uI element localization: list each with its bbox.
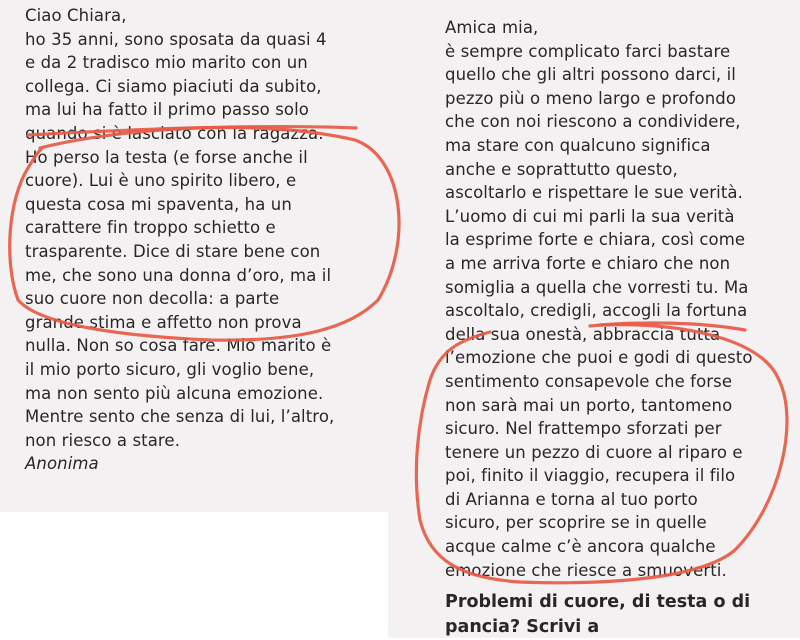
text-line: nulla. Non so cosa fare. Mio marito è xyxy=(25,336,332,356)
text-line: somiglia a quella che vorresti tu. Ma xyxy=(445,277,749,297)
signature: Anonima xyxy=(25,454,99,474)
text-line: non sarà mai un porto, tantomeno xyxy=(445,395,733,415)
text-line: ho 35 anni, sono sposata da quasi 4 xyxy=(25,29,327,49)
text-line: a me arriva forte e chiaro che non xyxy=(445,253,731,273)
text-line: cuore). Lui è uno spirito libero, e xyxy=(25,171,297,191)
text-line: sentimento consapevole che forse xyxy=(445,371,733,391)
text-line: della sua onestà, abbraccia tutta xyxy=(445,324,721,344)
text-line: ascoltalo, credigli, accogli la fortuna xyxy=(445,301,748,321)
text-line: che con noi riescono a condividere, xyxy=(445,112,741,132)
text-line: carattere fin troppo schietto e xyxy=(25,218,276,238)
advice-column-footer xyxy=(445,590,750,640)
text-line: e da 2 tradisco mio marito con un xyxy=(25,53,308,73)
text-line: quando si è lasciato con la ragazza. xyxy=(25,123,324,143)
text-line: di Arianna e torna al tuo porto xyxy=(445,489,698,509)
text-line: collega. Ci siamo piaciuti da subito, xyxy=(25,76,322,96)
text-line: grande stima e affetto non prova xyxy=(25,312,302,332)
text-line: acque calme c’è ancora qualche xyxy=(445,537,716,557)
text-line: Mentre sento che senza di lui, l’altro, xyxy=(25,407,335,427)
text-line: anche e soprattutto questo, xyxy=(445,159,678,179)
reply-letter xyxy=(445,16,753,582)
text-line: pezzo più o meno largo e profondo xyxy=(445,88,737,108)
text-line: me, che sono una donna d’oro, ma il xyxy=(25,265,332,285)
text-line: Amica mia, xyxy=(445,18,539,37)
text-line: il mio porto sicuro, gli voglio bene, xyxy=(25,359,315,379)
text-line: ma non sento più alcuna emozione. xyxy=(25,383,324,403)
text-line: Ciao Chiara, xyxy=(25,6,127,25)
text-line: L’uomo di cui mi parli la sua verità xyxy=(445,206,735,226)
text-line: trasparente. Dice di stare bene con xyxy=(25,241,321,261)
text-line: l’emozione che puoi e godi di questo xyxy=(445,348,753,368)
text-line: ascoltarlo e rispettare le sue verità. xyxy=(445,183,743,203)
text-line: tenere un pezzo di cuore al riparo e xyxy=(445,442,743,462)
text-line: questa cosa mi spaventa, ha un xyxy=(25,194,292,214)
text-line: sicuro, per scoprire se in quelle xyxy=(445,513,707,533)
text-line: è sempre complicato farci bastare xyxy=(445,41,731,61)
text-line: non riesco a stare. xyxy=(25,430,181,450)
text-line: quello che gli altri possono darci, il xyxy=(445,65,736,85)
text-line: ma stare con qualcuno significa xyxy=(445,135,711,155)
text-line: ma lui ha fatto il primo passo solo xyxy=(25,100,309,120)
text-line: suo cuore non decolla: a parte xyxy=(25,289,280,309)
text-line: poi, finito il viaggio, recupera il filo xyxy=(445,466,736,486)
text-line: emozione che riesce a smuoverti. xyxy=(445,560,727,580)
text-line: Ho perso la testa (e forse anche il xyxy=(25,147,308,167)
text-line: Problemi di cuore, di testa o di xyxy=(445,592,751,612)
text-line: sicuro. Nel frattempo sforzati per xyxy=(445,419,722,439)
text-line: la esprime forte e chiara, così come xyxy=(445,230,746,250)
reader-letter xyxy=(25,4,334,476)
text-line: pancia? Scrivi a xyxy=(445,617,600,637)
